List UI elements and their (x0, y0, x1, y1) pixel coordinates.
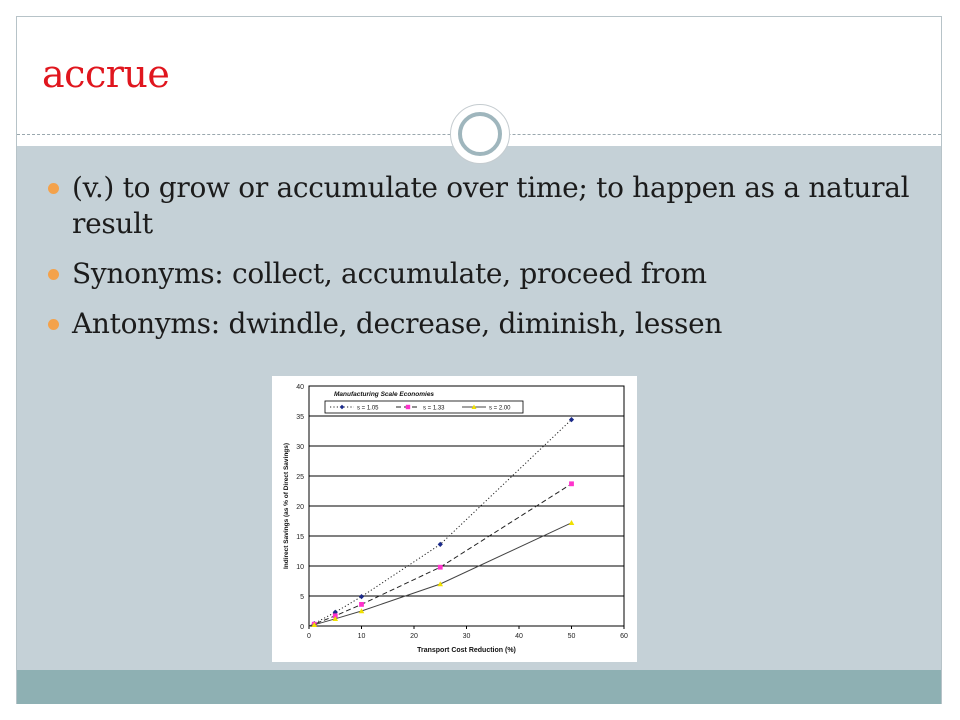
slide-title: accrue (42, 52, 170, 96)
y-tick-label: 25 (296, 474, 304, 481)
data-point (569, 520, 575, 525)
y-tick-label: 30 (296, 444, 304, 451)
legend-label: s = 1.33 (423, 405, 445, 412)
legend-label: s = 2.00 (489, 405, 511, 412)
bullet-text: Synonyms: collect, accumulate, proceed from (72, 257, 707, 290)
series-line (309, 420, 572, 626)
bullet-dot-icon (48, 183, 59, 194)
line-chart (272, 376, 637, 662)
chart-title: Manufacturing Scale Economies (334, 391, 435, 398)
x-tick-label: 50 (567, 633, 576, 640)
x-tick-label: 40 (515, 633, 523, 640)
bullet-list (46, 170, 916, 356)
x-tick-label: 10 (357, 633, 366, 640)
y-tick-label: 0 (300, 624, 304, 631)
bullet-antonyms (46, 306, 916, 342)
bullet-text: (v.) to grow or accumulate over time; to happen as a natural result (72, 171, 910, 240)
legend-label: s = 1.05 (357, 405, 379, 412)
data-point (569, 481, 574, 486)
y-tick-label: 35 (296, 414, 304, 421)
x-axis-label: Transport Cost Reduction (%) (417, 647, 516, 654)
footer-band (17, 670, 941, 704)
x-tick-label: 20 (410, 633, 418, 640)
legend-marker (406, 405, 410, 409)
bullet-text: Antonyms: dwindle, decrease, diminish, lessen (72, 307, 723, 340)
divider-circle-ring (458, 112, 502, 156)
data-point (359, 602, 364, 607)
y-tick-label: 15 (296, 534, 304, 541)
y-tick-label: 20 (296, 504, 304, 511)
x-tick-label: 60 (620, 633, 628, 640)
data-point (437, 581, 443, 586)
y-tick-label: 10 (296, 564, 304, 571)
x-tick-label: 30 (462, 633, 471, 640)
bullet-dot-icon (48, 269, 59, 280)
data-point (359, 594, 364, 599)
bullet-synonyms (46, 256, 916, 292)
y-tick-label: 40 (296, 384, 304, 391)
data-point (438, 565, 443, 570)
y-axis-label: Indirect Savings (as % of Direct Savings) (283, 442, 290, 570)
chart-image (272, 376, 637, 662)
y-tick-label: 5 (300, 594, 304, 601)
x-tick-label: 0 (307, 633, 311, 640)
bullet-definition (46, 170, 916, 242)
bullet-dot-icon (48, 319, 59, 330)
